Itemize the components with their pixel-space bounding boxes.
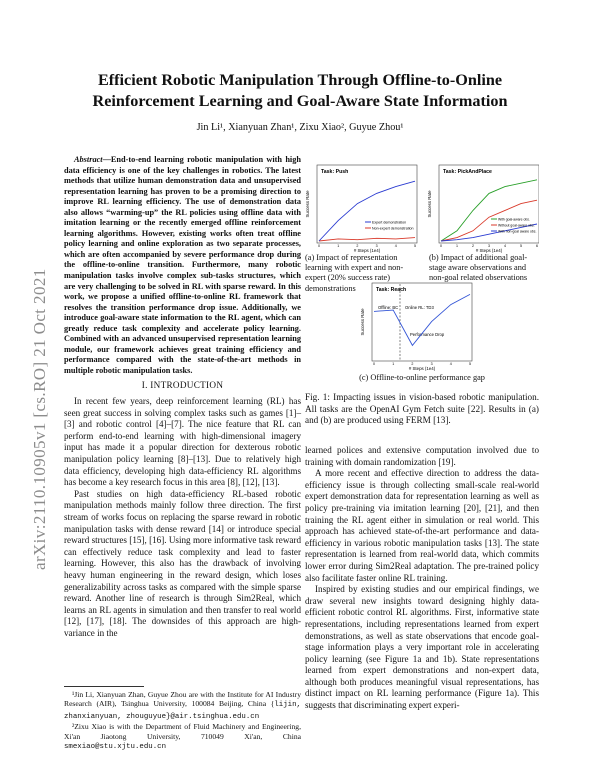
- x-tick-label: 6: [536, 244, 538, 248]
- figure-1c-caption: (c) Offline-to-online performance gap: [359, 373, 485, 382]
- legend-push-nonexpert: Non-expert demonstration: [372, 226, 414, 231]
- arxiv-stamp: arXiv:2110.10905v1 [cs.RO] 21 Oct 2021: [30, 268, 49, 570]
- annotation-online: Online RL: TD3: [405, 305, 434, 310]
- chart-push: [305, 165, 417, 253]
- chart-reach-title: Task: Reach: [376, 287, 407, 293]
- x-tick-label: 3: [430, 362, 433, 366]
- x-tick-label: 5: [414, 244, 416, 248]
- chart-pick-xlabel: # Steps (1e4): [475, 248, 503, 253]
- x-tick-label: 5: [469, 362, 471, 366]
- intro-paragraph-2: Past studies on high data-efficiency RL-based robotic manipulation methods mainly follow three direction. The first stream of works focus on replacing the sparse reward in robotic manipulation tasks with dense reward [14] or introduce special reward structures [15], [16]. Using more informative task reward can effectively reduce task complexity and lead to faster learning. However, this also has the drawback of involving heavy human engineering in the reward design, which loses generalizability across tasks as compared with the simple sparse reward. Another line of research is through Sim2Real, which learns an RL agents in simulation and then transfer to real world [12], [17], [18]. The downsides of this approach are high-variance in the: [64, 488, 301, 638]
- footnote-1: ¹Jin Li, Xianyuan Zhan, Guyue Zhou are with the Institute for AI Industry Research (AIR), Tsinghua University, 100084 Beijing, China {lijin, zhanxianyuan, zhouguyue}@air.tsinghua.edu.cn: [64, 690, 301, 721]
- annotation-drop: Performance Drop: [410, 332, 445, 337]
- x-tick-label: 1: [337, 244, 340, 248]
- footnote-rule: [64, 686, 144, 687]
- chart-push-ylabel: Success Rate: [305, 190, 310, 218]
- x-tick-label: 2: [356, 244, 359, 248]
- x-tick-label: 1: [392, 362, 395, 366]
- right-paragraph-2: Inspired by existing studies and our empirical findings, we draw several new insights toward designing highly data-efficient robotic control RL algorithms. First, informative state representations, including representations learned from expert demonstrations, as well as state observations that encode goal-stage information plays a very important role in accelerating policy learning (see Figure 1a and 1b). State representations learned from expert demonstrations and non-expert data, although both produces meaningful visual representations, has distinct impact on RL learning performance (Figure 1a). This suggests that discriminating expert experi-: [305, 584, 539, 711]
- x-tick-label: 3: [375, 244, 378, 248]
- footnotes: [64, 690, 301, 752]
- authors: Jin Li¹, Xianyuan Zhan¹, Zixu Xiao², Guyue Zhou¹: [196, 122, 404, 133]
- x-tick-label: 2: [472, 244, 474, 248]
- chart-push-title: Task: Push: [321, 169, 349, 175]
- x-tick-label: 3: [488, 244, 490, 248]
- abstract: Abstract—End-to-end learning robotic manipulation with high data efficiency is one of the key challenges in robotics. The latest methods that utilize human demonstration data and unsupervised representation learning has proven to be a promising direction to improve RL learning efficiency. The use of demonstration data also allows “warming-up” the RL policies using offline data with imitation learning or the recently emerged offline reinforcement learning algorithms. However, existing works often treat offline policy learning and online exploration as two separate processes, which are often accompanied by severe performance drop during the offline-to-online transition. Furthermore, many robotic manipulation tasks involve complex sub-tasks structures, which are very challenging to be solved in RL with sparse reward. In this work, we propose a unified offline-to-online RL framework that resolves the transition performance drop issue. Additionally, we introduce goal-aware state information to the RL agent, which can greatly reduce task complexity and accelerate policy learning. Combined with an advanced unsupervised representation learning module, our framework achieves great training efficiency and performance compared with the state-of-the-art methods in multiple robotic manipulation tasks.: [64, 155, 301, 375]
- chart-push-xlabel: # Steps (1e4): [353, 248, 381, 253]
- chart-reach: [360, 283, 472, 371]
- x-tick-label: 4: [394, 244, 397, 248]
- chart-reach-xlabel: # Steps (1e4): [408, 366, 436, 371]
- abstract-label: Abstract: [74, 155, 103, 164]
- legend-push-expert: Expert demonstration: [372, 220, 407, 225]
- x-tick-label: 0: [373, 362, 375, 366]
- section-heading-intro: I. INTRODUCTION: [141, 380, 224, 390]
- right-paragraph-1: A more recent and effective direction to address the data-efficiency issue is through collecting small-scale real-world expert demonstration data for representation learning as well as policy pre-training via imitation learning [20], [21], and then training the RL agent either in simulation or real world. This approach has achieved state-of-the-art performance and data-efficiency in various robotic manipulation tasks [13]. The state representation is learned from real-world data, which commits lower error during Sim2Real adaptation. The pre-trained policy also facilitate faster online RL training.: [305, 468, 539, 583]
- figure-1a-caption: (a) Impact of representation learning with expert and non-expert (20% success rate) demonstrations: [305, 253, 404, 293]
- x-tick-label: 1: [456, 244, 458, 248]
- x-tick-label: 4: [449, 362, 452, 366]
- intro-paragraph-1: In recent few years, deep reinforcement learning (RL) has seen great success in solving complex tasks such as games [1]–[3] and robotic control [4]–[7]. The nice feature that RL can perform end-to-end learning with high-dimensional imagery input has made it a popular direction for dexterous robotic manipulation policy learning [8]–[13]. Due to relatively high data efficiency, developing high data-efficiency RL algorithms has become a key research focus in this area [8], [12], [13].: [64, 396, 301, 488]
- intro-left-column: [64, 396, 301, 639]
- chart-pickandplace: [427, 165, 539, 253]
- chart-reach-ylabel: Success Rate: [360, 308, 365, 336]
- figure-1-caption: Fig. 1: Impacting issues in vision-based robotic manipulation. All tasks are the OpenAI Gym Fetch suite [22]. Results in (a) and (b) are produced using FERM [13].: [305, 392, 539, 425]
- annotation-offline: Offline: BC: [378, 305, 399, 310]
- right-paragraph-0: learned polices and extensive computation involved due to training with domain randomization [19].: [305, 445, 539, 467]
- x-tick-label: 5: [520, 244, 522, 248]
- x-tick-label: 2: [411, 362, 414, 366]
- paper-title: [60, 70, 540, 112]
- intro-right-column: [305, 445, 539, 712]
- chart-pick-ylabel: Success Rate: [427, 190, 432, 218]
- chart-pick-legend: [491, 218, 537, 234]
- legend-pick-goal: With goal-aware obs.: [498, 217, 530, 222]
- title-line-2: Reinforcement Learning and Goal-Aware State Information: [92, 92, 508, 110]
- legend-pick-nogoal: Without goal-aware obs.: [498, 223, 535, 228]
- title-line-1: Efficient Robotic Manipulation Through Offline-to-Online: [97, 71, 503, 89]
- legend-pick-nongoal: With non-goal aware obs.: [498, 229, 537, 234]
- figure-1b-caption: (b) Impact of additional goal-stage aware observations and non-goal related observations: [429, 253, 528, 283]
- x-tick-label: 0: [440, 244, 442, 248]
- x-tick-label: 0: [318, 244, 320, 248]
- abstract-text: End-to-end learning robotic manipulation with high data efficiency is one of the key challenges in robotics. The latest methods that utilize human demonstration data and unsupervised representation learning has proven to be a promising direction to improve RL learning efficiency. The use of demonstration data also allows “warming-up” the RL policies using offline data with imitation learning or the recently emerged offline reinforcement learning algorithms. However, existing works often treat offline policy learning and online exploration as two separate processes, which are often accompanied by severe performance drop during the offline-to-online transition. Furthermore, many robotic manipulation tasks involve complex sub-tasks structures, which are very challenging to be solved in RL with sparse reward. In this work, we propose a unified offline-to-online RL framework that resolves the transition performance drop issue. Additionally, we introduce goal-aware state information to the RL agent, which can greatly reduce task complexity and accelerate policy learning. Combined with an advanced unsupervised representation learning module, our framework achieves great training efficiency and performance compared with the state-of-the-art methods in multiple robotic manipulation tasks.: [64, 155, 301, 375]
- chart-pick-title: Task: PickAndPlace: [443, 169, 492, 175]
- footnote-2: ²Zixu Xiao is with the Department of Fluid Machinery and Engineering, Xi'an Jiaotong University, 710049 Xi'an, China smexiao@stu.xjtu.edu.cn: [64, 722, 301, 752]
- x-tick-label: 4: [504, 244, 506, 248]
